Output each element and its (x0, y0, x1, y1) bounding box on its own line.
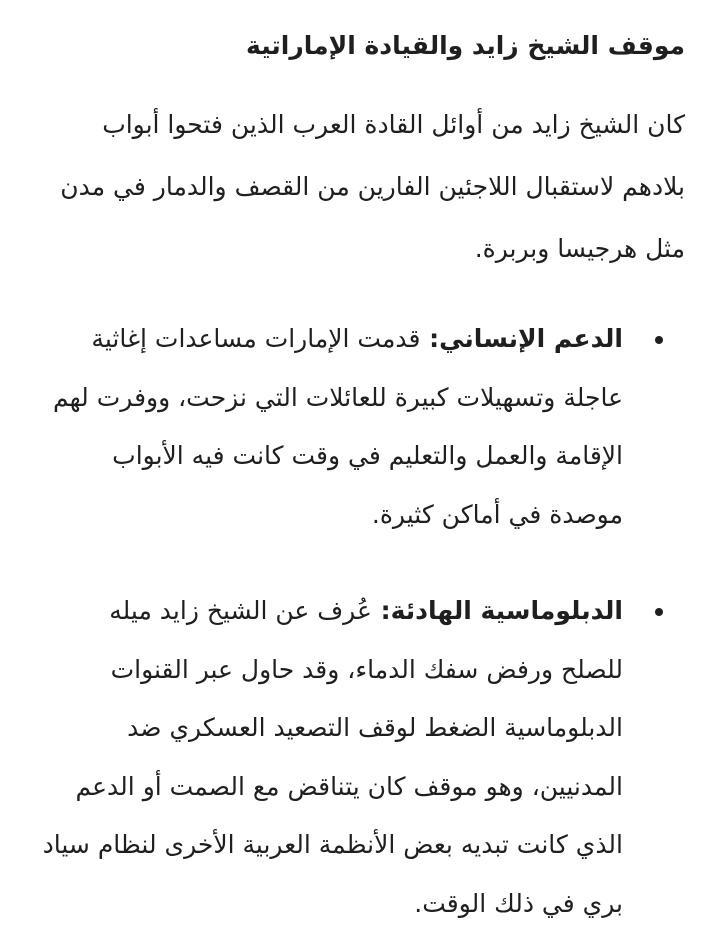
list-item-humanitarian-support (40, 310, 623, 544)
bullet-list (40, 310, 685, 933)
bullet-icon (655, 608, 663, 616)
list-item-term: الدبلوماسية الهادئة: (371, 596, 623, 625)
bullet-icon (655, 336, 663, 344)
list-item-quiet-diplomacy (40, 582, 623, 933)
list-item-text: عُرف عن الشيخ زايد ميله للصلح ورفض سفك الدماء، وقد حاول عبر القنوات الدبلوماسية الضغط لوقف التصعيد العسكري ضد المدنيين، وهو موقف كان يتناقض مع الصمت أو الدعم الذي كانت تبديه بعض الأنظمة العربية الأخرى لنظام سياد بري في ذلك الوقت. (42, 596, 623, 918)
list-item-term: الدعم الإنساني: (420, 324, 623, 353)
section-heading: موقف الشيخ زايد والقيادة الإماراتية (246, 31, 685, 60)
intro-paragraph: كان الشيخ زايد من أوائل القادة العرب الذين فتحوا أبواب بلادهم لاستقبال اللاجئين الفارين من القصف والدمار في مدن مثل هرجيسا وبربرة. (60, 110, 685, 263)
list-item-text: قدمت الإمارات مساعدات إغاثية عاجلة وتسهيلات كبيرة للعائلات التي نزحت، ووفرت لهم الإقامة والعمل والتعليم في وقت كانت فيه الأبواب موصدة في أماكن كثيرة. (53, 324, 623, 529)
